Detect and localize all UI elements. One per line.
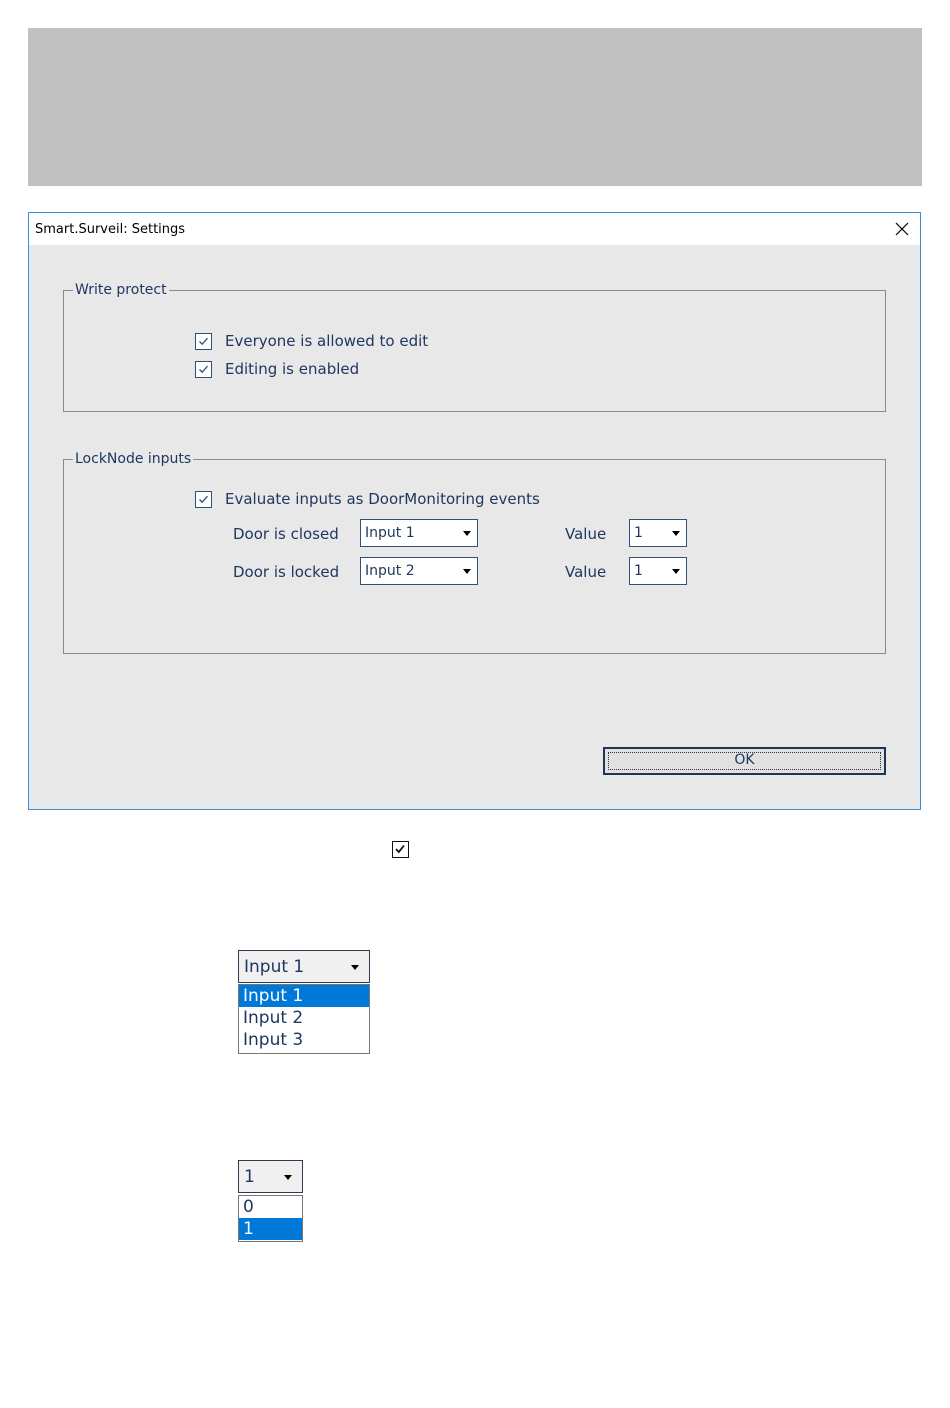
- door-locked-input-value: Input 2: [365, 563, 415, 579]
- write-protect-title: Write protect: [75, 282, 167, 298]
- chevron-down-icon: [351, 965, 359, 970]
- input-dropdown-selected: Input 1: [244, 957, 305, 977]
- door-closed-value-value: 1: [634, 525, 643, 541]
- dropdown-option-input-3[interactable]: Input 3: [243, 1030, 304, 1050]
- everyone-edit-label: Everyone is allowed to edit: [225, 332, 429, 350]
- chevron-down-icon: [672, 531, 680, 536]
- input-dropdown-header[interactable]: [238, 950, 370, 983]
- door-closed-label: Door is closed: [233, 525, 339, 543]
- everyone-edit-row: [195, 331, 428, 351]
- chevron-down-icon: [463, 569, 471, 574]
- evaluate-inputs-label: Evaluate inputs as DoorMonitoring events: [225, 490, 540, 508]
- door-locked-input-select[interactable]: [360, 557, 478, 585]
- ok-label: OK: [734, 752, 755, 768]
- value-dropdown: [238, 1160, 303, 1242]
- door-locked-value-select[interactable]: [629, 557, 687, 585]
- editing-enabled-row: [195, 359, 359, 379]
- editing-enabled-label: Editing is enabled: [225, 360, 360, 378]
- chevron-down-icon: [672, 569, 680, 574]
- door-locked-label: Door is locked: [233, 563, 340, 581]
- door-locked-value-value: 1: [634, 563, 643, 579]
- close-icon[interactable]: [890, 217, 914, 241]
- header-placeholder-band: [28, 28, 922, 186]
- input-dropdown-list: [238, 984, 370, 1054]
- write-protect-group: [63, 282, 886, 412]
- value-dropdown-list: [238, 1195, 303, 1242]
- value-dropdown-header[interactable]: [238, 1160, 303, 1193]
- door-closed-input-select[interactable]: [360, 519, 478, 547]
- dropdown-option-input-2[interactable]: Input 2: [243, 1008, 304, 1028]
- input-dropdown: [238, 950, 370, 1054]
- dialog-titlebar: [29, 213, 920, 245]
- dropdown-option-input-1[interactable]: Input 1: [239, 985, 369, 1007]
- door-locked-value-label: Value: [565, 563, 607, 581]
- chevron-down-icon: [284, 1175, 292, 1180]
- dropdown-option-0[interactable]: 0: [243, 1197, 254, 1217]
- door-closed-value-label: Value: [565, 525, 607, 543]
- editing-enabled-checkbox[interactable]: [195, 361, 212, 378]
- ok-button[interactable]: [603, 747, 886, 775]
- door-closed-value-select[interactable]: [629, 519, 687, 547]
- dropdown-option-1[interactable]: 1: [239, 1218, 302, 1240]
- locknode-inputs-title: LockNode inputs: [75, 451, 192, 467]
- chevron-down-icon: [463, 531, 471, 536]
- checkbox-checked-icon: [392, 841, 409, 858]
- dialog-title: Smart.Surveil: Settings: [35, 222, 186, 237]
- evaluate-inputs-row: [195, 489, 540, 509]
- value-dropdown-selected: 1: [244, 1167, 255, 1187]
- everyone-edit-checkbox[interactable]: [195, 333, 212, 350]
- locknode-inputs-group: [63, 451, 886, 654]
- settings-dialog: [28, 212, 921, 810]
- door-closed-input-value: Input 1: [365, 525, 415, 541]
- evaluate-inputs-checkbox[interactable]: [195, 491, 212, 508]
